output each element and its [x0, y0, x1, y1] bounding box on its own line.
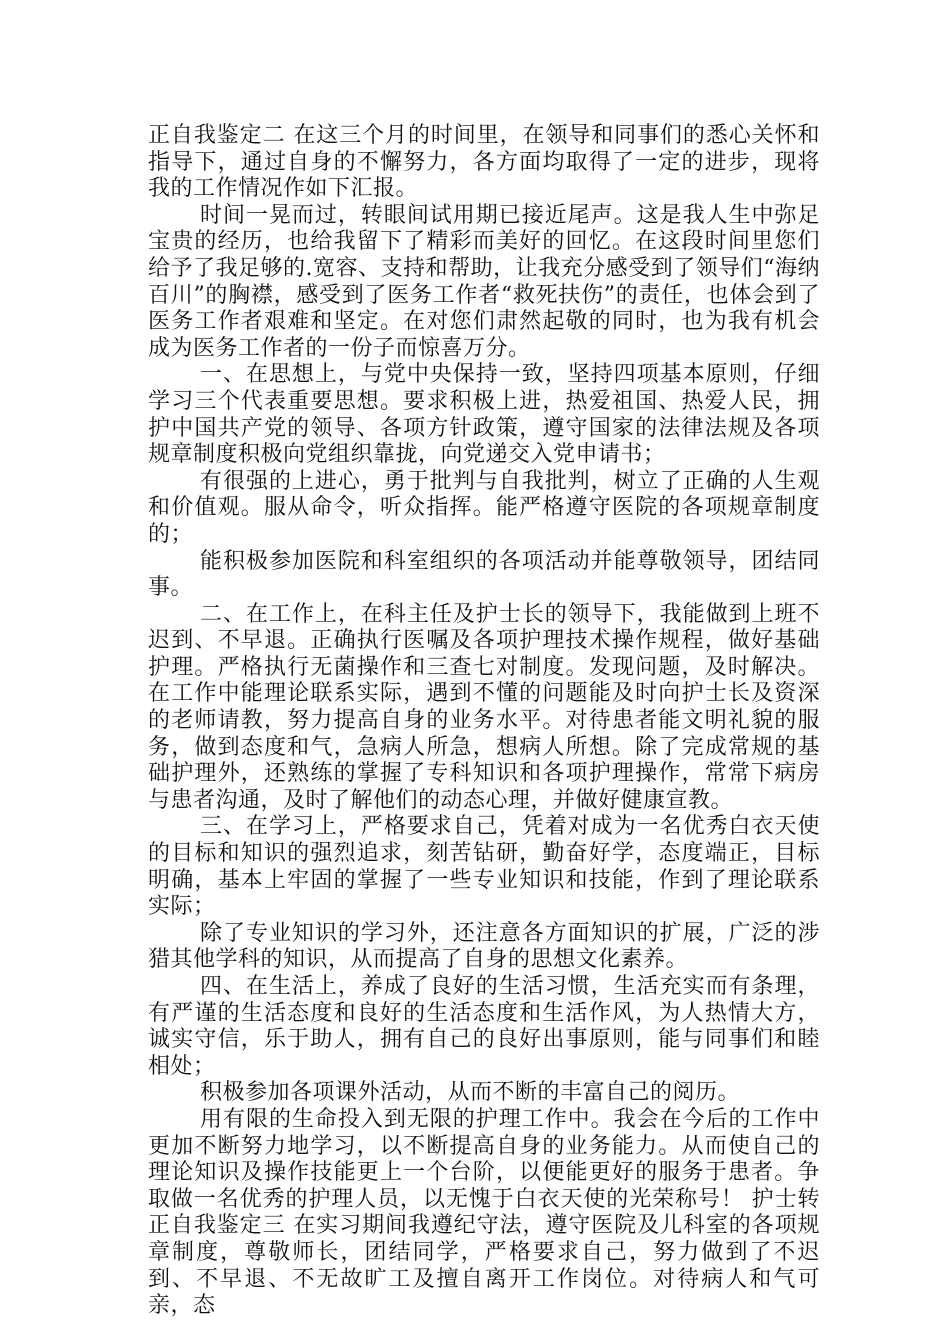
document-body	[148, 123, 820, 1320]
paragraph-8: 除了专业知识的学习外，还注意各方面知识的扩展，广泛的涉猎其他学科的知识，从而提高了自身的思想文化素养。	[148, 920, 820, 973]
paragraph-6: 二、在工作上，在科主任及护士长的领导下，我能做到上班不迟到、不早退。正确执行医嘱及各项护理技术操作规程，做好基础护理。严格执行无菌操作和三查七对制度。发现问题，及时解决。在工作中能理论联系实际，遇到不懂的问题能及时向护士长及资深的老师请教，努力提高自身的业务水平。对待患者能文明礼貌的服务，做到态度和气，急病人所急，想病人所想。除了完成常规的基础护理外，还熟练的掌握了专科知识和各项护理操作，常常下病房与患者沟通，及时了解他们的动态心理，并做好健康宣教。	[148, 601, 820, 813]
paragraph-7: 三、在学习上，严格要求自己，凭着对成为一名优秀白衣天使的目标和知识的强烈追求，刻苦钻研，勤奋好学，态度端正，目标明确，基本上牢固的掌握了一些专业知识和技能，作到了理论联系实际；	[148, 814, 820, 920]
paragraph-5: 能积极参加医院和科室组织的各项活动并能尊敬领导，团结同事。	[148, 548, 820, 601]
paragraph-2: 时间一晃而过，转眼间试用期已接近尾声。这是我人生中弥足宝贵的经历，也给我留下了精彩而美好的回忆。在这段时间里您们给予了我足够的.宽容、支持和帮助，让我充分感受到了领导们“海纳百川”的胸襟，感受到了医务工作者“救死扶伤”的责任，也体会到了医务工作者艰难和坚定。在对您们肃然起敬的同时，也为我有机会成为医务工作者的一份子而惊喜万分。	[148, 202, 820, 361]
paragraph-1: 正自我鉴定二 在这三个月的时间里，在领导和同事们的悉心关怀和指导下，通过自身的不懈努力，各方面均取得了一定的进步，现将我的工作情况作如下汇报。	[148, 123, 820, 202]
paragraph-10: 积极参加各项课外活动，从而不断的丰富自己的阅历。	[200, 1080, 741, 1106]
paragraph-4: 有很强的上进心，勇于批判与自我批判，树立了正确的人生观和价值观。服从命令，听众指挥。能严格遵守医院的各项规章制度的；	[148, 468, 820, 547]
paragraph-11: 用有限的生命投入到无限的护理工作中。我会在今后的工作中更加不断努力地学习，以不断提高自身的业务能力。从而使自己的理论知识及操作技能更上一个台阶，以便能更好的服务于患者。争取做一名优秀的护理人员，以无愧于白衣天使的光荣称号！ 护士转正自我鉴定三 在实习期间我遵纪守法，遵守医院及儿科室的各项规章制度，尊敬师长，团结同学，严格要求自己，努力做到了不迟到、不早退、不无故旷工及擅自离开工作岗位。对待病人和气可亲，态	[148, 1106, 820, 1319]
paragraph-3: 一、在思想上，与党中央保持一致，坚持四项基本原则，仔细学习三个代表重要思想。要求积极上进，热爱祖国、热爱人民，拥护中国共产党的领导、各项方针政策，遵守国家的法律法规及各项规章制度积极向党组织靠拢，向党递交入党申请书；	[148, 362, 820, 468]
paragraph-9: 四、在生活上，养成了良好的生活习惯，生活充实而有条理，有严谨的生活态度和良好的生活态度和生活作风，为人热情大方，诚实守信，乐于助人，拥有自己的良好出事原则，能与同事们和睦相处；	[148, 974, 820, 1079]
